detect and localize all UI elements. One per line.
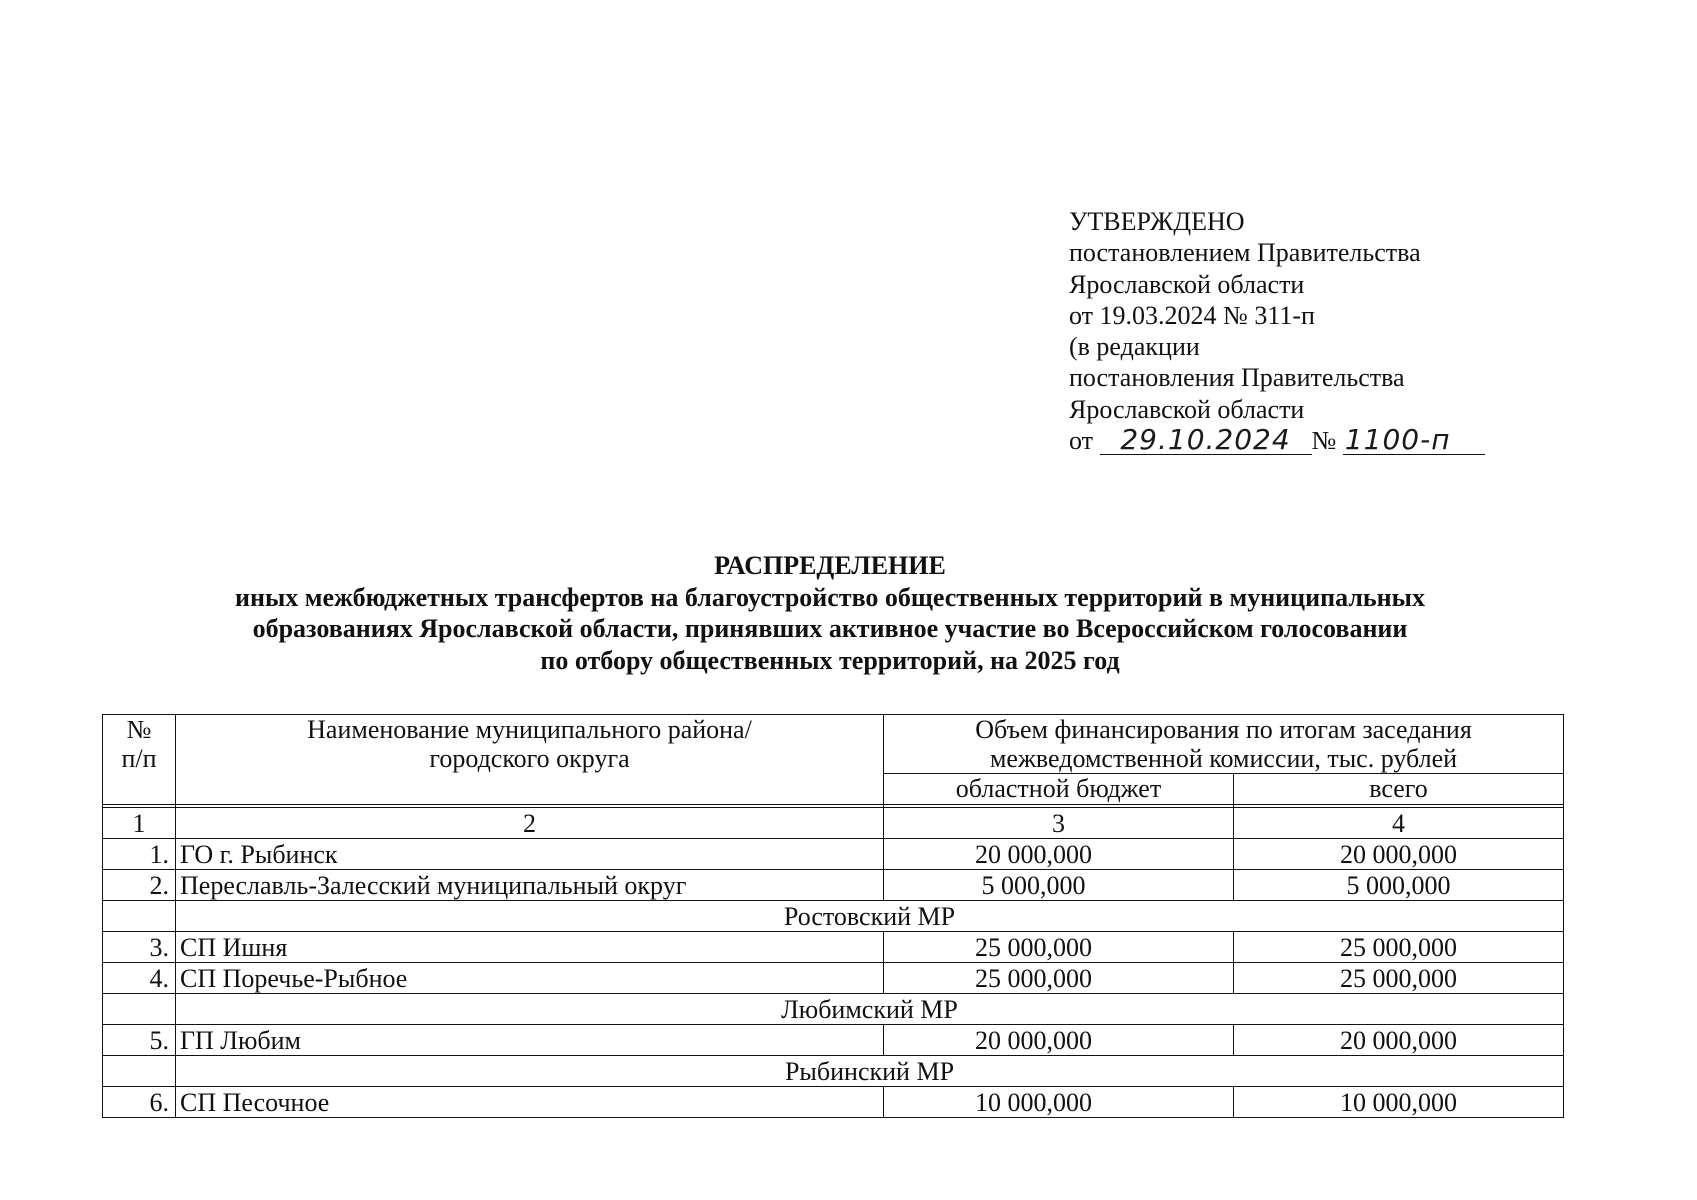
table-header-row: [103, 715, 1564, 774]
handwritten-date: 29.10.2024: [1100, 426, 1312, 455]
document-title: [0, 550, 1660, 676]
number-sign: №: [1311, 426, 1337, 456]
row-number: 2.: [103, 870, 176, 901]
column-number: 1: [103, 808, 176, 839]
group-empty-cell: [103, 994, 176, 1025]
group-label: Любимский МР: [176, 994, 1564, 1025]
group-label: Рыбинский МР: [176, 1056, 1564, 1087]
row-number: 3.: [103, 932, 176, 963]
approval-heading: УТВЕРЖДЕНО: [1069, 207, 1245, 236]
header-name: Наименование муниципального района/ городского округа: [176, 715, 884, 805]
row-number: 1.: [103, 839, 176, 870]
row-total: 10 000,000: [1234, 1087, 1564, 1118]
row-total: 25 000,000: [1234, 963, 1564, 994]
row-regional-budget: 20 000,000: [884, 1025, 1234, 1056]
table-row: [103, 1025, 1564, 1056]
table-row: [103, 932, 1564, 963]
row-total: 25 000,000: [1234, 932, 1564, 963]
table-row: [103, 1087, 1564, 1118]
approval-line: постановлением Правительства: [1069, 238, 1421, 268]
row-number: 5.: [103, 1025, 176, 1056]
row-regional-budget: 5 000,000: [884, 870, 1234, 901]
group-empty-cell: [103, 1056, 176, 1087]
group-row: [103, 901, 1564, 932]
group-label: Ростовский МР: [176, 901, 1564, 932]
row-name: Переславль-Залесский муниципальный округ: [176, 870, 884, 901]
column-number: 2: [176, 808, 884, 839]
row-name: СП Песочное: [176, 1087, 884, 1118]
row-total: 5 000,000: [1234, 870, 1564, 901]
table-row: [103, 870, 1564, 901]
row-name: СП Поречье-Рыбное: [176, 963, 884, 994]
row-number: 4.: [103, 963, 176, 994]
group-empty-cell: [103, 901, 176, 932]
row-total: 20 000,000: [1234, 1025, 1564, 1056]
title-line: по отбору общественных территорий, на 2025 год: [540, 645, 1120, 675]
title-line: образованиях Ярославской области, принявших активное участие во Всероссийском голосовании: [252, 614, 1408, 643]
approval-line: Ярославской области: [1069, 269, 1305, 299]
table-row: [103, 963, 1564, 994]
row-regional-budget: 20 000,000: [884, 839, 1234, 870]
from-prefix: от: [1069, 426, 1094, 456]
column-number-row: [103, 808, 1564, 839]
row-name: ГО г. Рыбинск: [176, 839, 884, 870]
group-row: [103, 1056, 1564, 1087]
header-num: № п/п: [103, 715, 176, 805]
distribution-table: [102, 714, 1564, 1118]
row-name: СП Ишня: [176, 932, 884, 963]
row-regional-budget: 25 000,000: [884, 963, 1234, 994]
header-regional-budget: областной бюджет: [884, 774, 1234, 805]
row-regional-budget: 10 000,000: [884, 1087, 1234, 1118]
row-total: 20 000,000: [1234, 839, 1564, 870]
amendment-date-line: [1069, 425, 1485, 456]
title-heading: РАСПРЕДЕЛЕНИЕ: [714, 551, 946, 580]
column-number: 3: [884, 808, 1234, 839]
table-row: [103, 839, 1564, 870]
title-line: иных межбюджетных трансфертов на благоустройство общественных территорий в муниципальных: [235, 582, 1425, 612]
approval-line: (в редакции: [1069, 332, 1200, 362]
handwritten-number: 1100-п: [1343, 426, 1485, 455]
approval-line: постановления Правительства: [1069, 363, 1405, 393]
row-name: ГП Любим: [176, 1025, 884, 1056]
group-row: [103, 994, 1564, 1025]
approval-date-line: от 19.03.2024 № 311-п: [1069, 300, 1315, 330]
header-funding: Объем финансирования по итогам заседания межведомственной комиссии, тыс. рублей: [884, 715, 1564, 774]
approval-line: Ярославской области: [1069, 394, 1305, 424]
approval-stamp-block: [1069, 206, 1485, 456]
row-regional-budget: 25 000,000: [884, 932, 1234, 963]
header-total: всего: [1234, 774, 1564, 805]
row-number: 6.: [103, 1087, 176, 1118]
column-number: 4: [1234, 808, 1564, 839]
